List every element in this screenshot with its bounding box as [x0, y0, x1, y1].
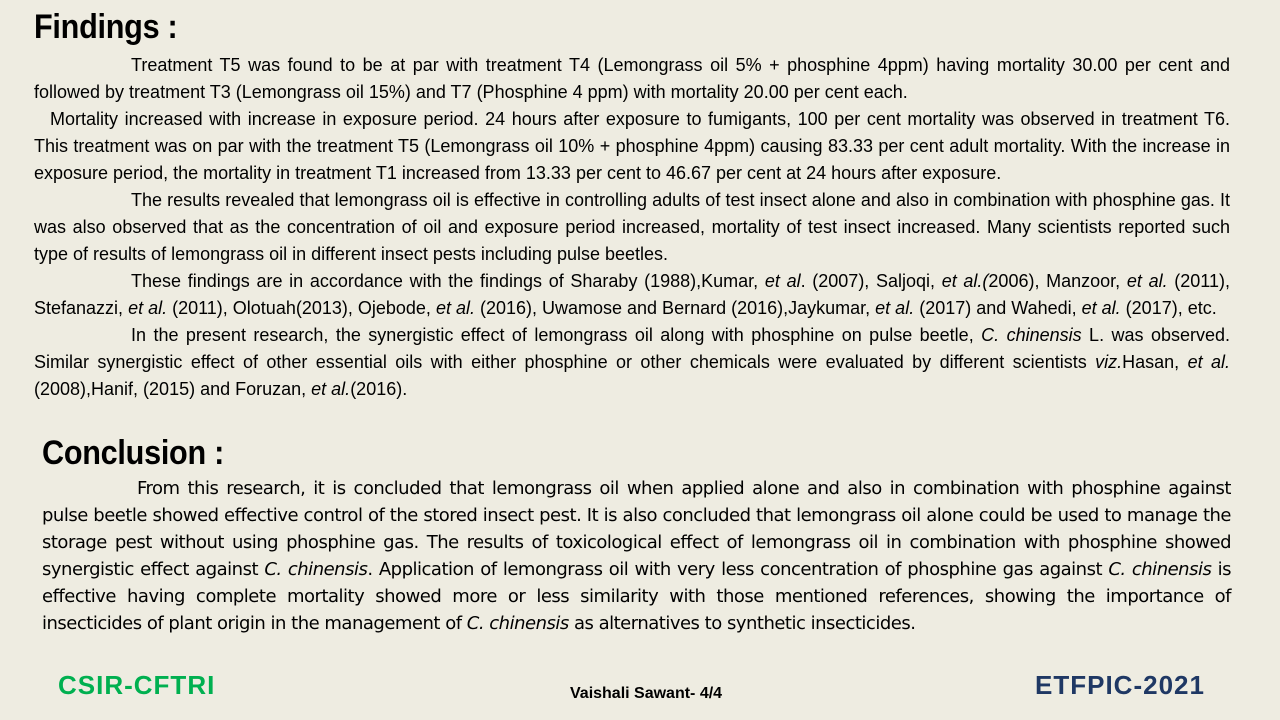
text-run: . Application of lemongrass oil with very less concentration of phosphine gas against [367, 559, 1109, 580]
text-run: (2017), etc. [1120, 298, 1217, 318]
italic-run: et al. [1126, 271, 1168, 291]
italic-run: et al. [128, 298, 168, 318]
footer-event: ETFPIC-2021 [1035, 670, 1205, 700]
text-run: (2011), Stefanazzi, [34, 271, 1230, 318]
text-run: is effective having complete mortality showed more or less similarity with those mentioned references, showing the importance of insecticides of plant origin in the management of [42, 559, 1232, 634]
conclusion-heading: Conclusion : [42, 434, 225, 472]
text-run: From this research, it is concluded that lemongrass oil when applied alone and also in combination with phosphine against pulse beetle showed effective control of the stored insect pest. It is also concluded that lemongrass oil alone could be used to manage the storage pest without using phosphine gas. The results of toxicological effect of lemongrass oil in combination with phosphine showed synergistic effect against [42, 478, 1231, 580]
findings-paragraph-2: Mortality increased with increase in exposure period. 24 hours after exposure to fumigants, 100 per cent mortality was observed in treatment T6. This treatment was on par with the treatment T5 (Lemongrass oil 10% + phosphine 4ppm) causing 83.33 per cent adult mortality. With the increase in exposure period, the mortality in treatment T1 increased from 13.33 per cent to 46.67 per cent at 24 hours after exposure. [34, 109, 1230, 183]
italic-run: et al.( [941, 271, 989, 291]
italic-run: et al. [311, 379, 351, 399]
findings-paragraph-4 [34, 268, 1230, 322]
text-run: 2006), Manzoor, [988, 271, 1127, 291]
italic-run: viz. [1095, 352, 1123, 372]
text-run: (2017) and Wahedi, [914, 298, 1082, 318]
footer-organization: CSIR-CFTRI [58, 670, 216, 700]
italic-run: et al. [1187, 352, 1231, 372]
italic-run: et al. [435, 298, 475, 318]
text-run: L. was observed. Similar synergistic effect of other essential oils with either phosphine or other chemicals were evaluated by different scientists [34, 325, 1231, 372]
text-run: Hasan, [1122, 352, 1188, 372]
italic-run: C. chinensis [1108, 559, 1212, 580]
italic-run: C. chinensis [264, 559, 368, 580]
text-run: as alternatives to synthetic insecticides. [568, 613, 916, 634]
italic-run: et al [764, 271, 801, 291]
findings-paragraph-1: Treatment T5 was found to be at par with treatment T4 (Lemongrass oil 5% + phosphine 4ppm) having mortality 30.00 per cent and followed by treatment T3 (Lemongrass oil 15%) and T7 (Phosphine 4 ppm) with mortality 20.00 per cent each. [34, 55, 1230, 102]
italic-run: C. chinensis [981, 325, 1082, 345]
text-run: (2011), Olotuah(2013), Ojebode, [167, 298, 436, 318]
italic-run: et al. [1081, 298, 1121, 318]
text-run: . (2007), Saljoqi, [800, 271, 942, 291]
findings-body [34, 52, 1230, 403]
conclusion-body [42, 475, 1231, 637]
text-run: These findings are in accordance with the findings of Sharaby (1988),Kumar, [131, 271, 765, 291]
footer-author-page: Vaishali Sawant- 4/4 [570, 685, 723, 702]
conclusion-paragraph [42, 475, 1231, 637]
findings-heading: Findings : [34, 8, 178, 46]
italic-run: et al. [875, 298, 915, 318]
italic-run: C. chinensis [466, 613, 569, 634]
findings-paragraph-3: The results revealed that lemongrass oil is effective in controlling adults of test insect alone and also in combination with phosphine gas. It was also observed that as the concentration of oil and exposure period increased, mortality of test insect increased. Many scientists reported such type of results of lemongrass oil in different insect pests including pulse beetles. [34, 190, 1230, 264]
text-run: (2016). [350, 379, 408, 399]
text-run: (2016), Uwamose and Bernard (2016),Jaykumar, [474, 298, 876, 318]
findings-paragraph-5 [34, 322, 1230, 403]
text-run: In the present research, the synergistic effect of lemongrass oil along with phosphine on pulse beetle, [131, 325, 982, 345]
text-run: (2008),Hanif, (2015) and Foruzan, [34, 379, 312, 399]
